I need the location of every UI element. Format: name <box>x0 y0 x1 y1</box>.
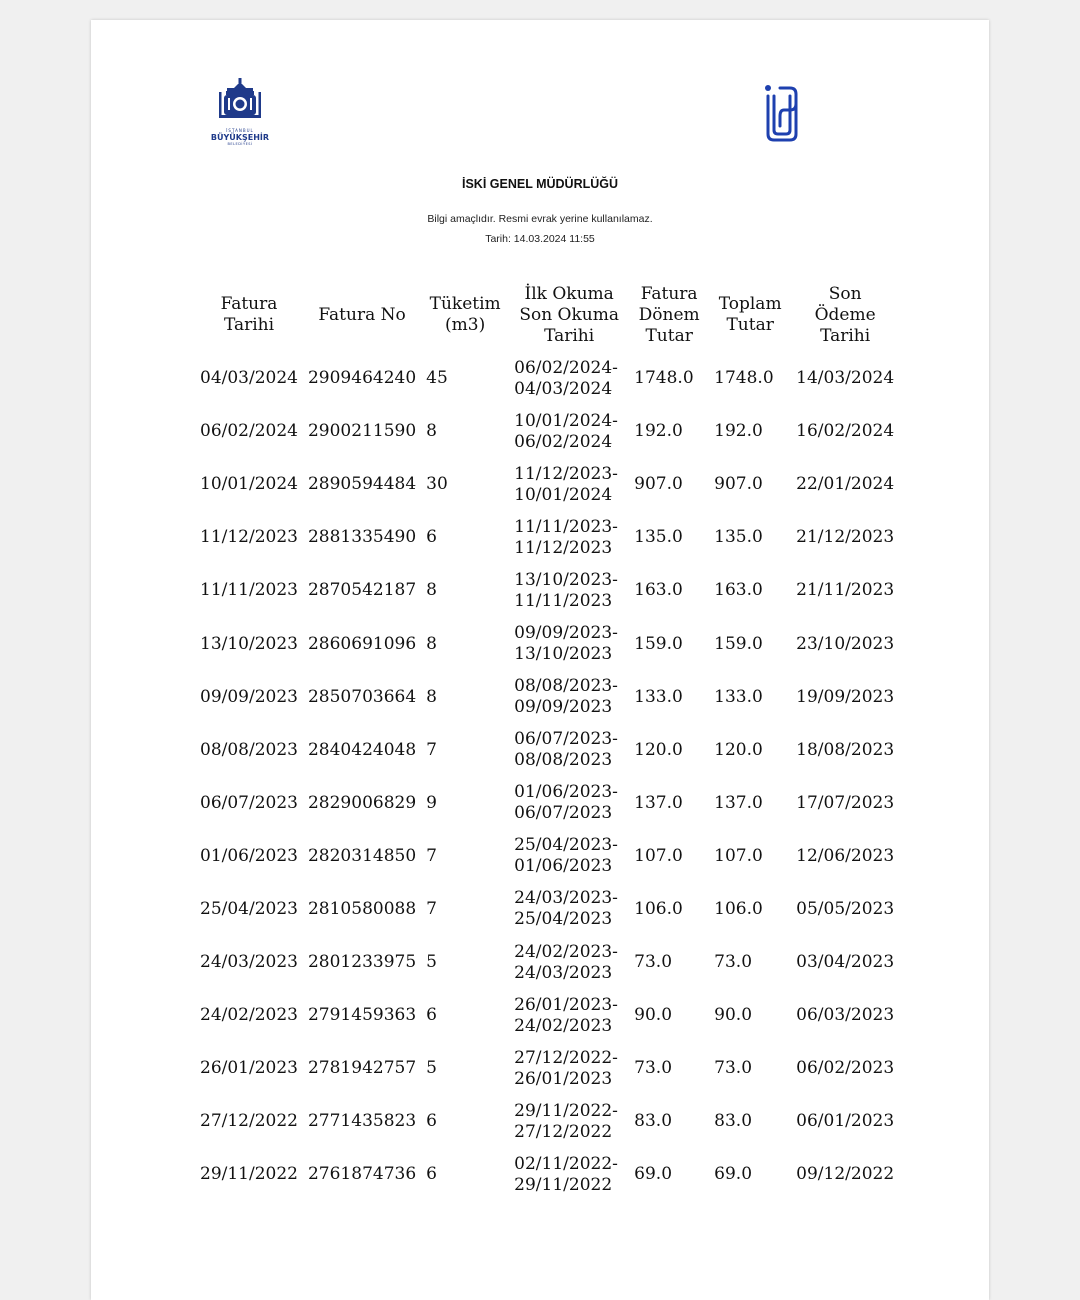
cell-period-amount-text: 90.0 <box>634 1005 673 1026</box>
table-row <box>195 989 899 1042</box>
cell-bill-date <box>195 617 303 670</box>
reading-start-date: 01/06/2023- <box>514 782 618 803</box>
cell-bill-date <box>195 671 303 724</box>
cell-due-date <box>791 989 899 1042</box>
table-row <box>195 617 899 670</box>
column-header-period-amount: Fatura Dönem Tutar <box>638 283 700 346</box>
table-row <box>195 830 899 883</box>
cell-total-amount-text: 83.0 <box>714 1111 753 1132</box>
cell-consumption <box>421 830 509 883</box>
cell-period-amount-text: 159.0 <box>634 633 683 654</box>
cell-total-amount <box>709 405 791 458</box>
cell-total-amount <box>709 352 791 405</box>
cell-consumption-text: 7 <box>426 845 437 866</box>
cell-bill-no-text: 2829006829 <box>307 792 417 813</box>
cell-due-date-text: 16/02/2024 <box>796 421 895 442</box>
cell-consumption-text: 8 <box>426 580 437 601</box>
cell-due-date <box>791 1148 899 1201</box>
cell-total-amount <box>709 511 791 564</box>
cell-period-amount-text: 73.0 <box>634 952 673 973</box>
reading-end-date: 01/06/2023 <box>514 856 613 877</box>
cell-period-amount-text: 69.0 <box>634 1164 673 1185</box>
cell-consumption <box>421 671 509 724</box>
cell-due-date <box>791 1095 899 1148</box>
table-row <box>195 671 899 724</box>
cell-due-date-text: 12/06/2023 <box>796 845 895 866</box>
cell-consumption-text: 30 <box>426 474 448 495</box>
cell-period-amount <box>629 777 709 830</box>
cell-period-amount <box>629 989 709 1042</box>
cell-bill-no <box>303 1095 421 1148</box>
cell-bill-no <box>303 405 421 458</box>
cell-due-date-text: 05/05/2023 <box>796 898 895 919</box>
reading-start-date: 13/10/2023- <box>514 569 618 590</box>
cell-due-date-text: 14/03/2024 <box>796 368 895 389</box>
cell-total-amount <box>709 989 791 1042</box>
iski-logo-icon <box>760 82 802 144</box>
cell-total-amount-text: 107.0 <box>714 845 763 866</box>
cell-consumption-text: 5 <box>426 952 437 973</box>
cell-consumption <box>421 458 509 511</box>
cell-bill-no <box>303 1042 421 1095</box>
cell-period-amount-text: 163.0 <box>634 580 683 601</box>
cell-consumption <box>421 405 509 458</box>
cell-total-amount-text: 159.0 <box>714 633 763 654</box>
cell-total-amount-text: 73.0 <box>714 952 753 973</box>
cell-consumption <box>421 1095 509 1148</box>
cell-reading-dates <box>509 1042 629 1095</box>
cell-bill-no-text: 2870542187 <box>307 580 417 601</box>
column-header-bill-no: Fatura No <box>318 304 406 325</box>
cell-due-date <box>791 671 899 724</box>
cell-bill-no-text: 2909464240 <box>307 368 417 389</box>
reading-start-date: 08/08/2023- <box>514 676 618 697</box>
cell-due-date <box>791 936 899 989</box>
cell-due-date-text: 06/03/2023 <box>796 1005 895 1026</box>
cell-bill-no <box>303 1148 421 1201</box>
reading-end-date: 11/11/2023 <box>514 590 613 611</box>
cell-period-amount-text: 192.0 <box>634 421 683 442</box>
cell-due-date <box>791 511 899 564</box>
cell-consumption-text: 5 <box>426 1058 437 1079</box>
cell-reading-dates <box>509 511 629 564</box>
cell-reading-dates <box>509 883 629 936</box>
cell-period-amount-text: 1748.0 <box>634 368 694 389</box>
cell-bill-no <box>303 883 421 936</box>
cell-consumption-text: 6 <box>426 1164 437 1185</box>
cell-total-amount-text: 1748.0 <box>714 368 774 389</box>
cell-bill-no-text: 2810580088 <box>307 898 417 919</box>
cell-period-amount <box>629 724 709 777</box>
cell-bill-no-text: 2850703664 <box>307 686 417 707</box>
cell-bill-date <box>195 1148 303 1201</box>
cell-bill-date-text: 24/02/2023 <box>200 1005 298 1026</box>
cell-consumption <box>421 936 509 989</box>
cell-period-amount <box>629 830 709 883</box>
cell-due-date-text: 18/08/2023 <box>796 739 895 760</box>
ibb-logo-text <box>207 129 273 147</box>
reading-start-date: 06/07/2023- <box>514 729 618 750</box>
ibb-logo-line3: BELEDİYESİ <box>227 142 253 146</box>
cell-bill-no <box>303 724 421 777</box>
cell-bill-no-text: 2860691096 <box>307 633 417 654</box>
cell-period-amount-text: 133.0 <box>634 686 683 707</box>
cell-bill-date-text: 10/01/2024 <box>200 474 298 495</box>
bills-table <box>195 278 899 1202</box>
cell-bill-date <box>195 1095 303 1148</box>
cell-total-amount-text: 192.0 <box>714 421 763 442</box>
org-title: İSKİ GENEL MÜDÜRLÜĞÜ <box>461 177 619 191</box>
reading-end-date: 11/12/2023 <box>514 537 613 558</box>
table-row <box>195 405 899 458</box>
cell-due-date <box>791 405 899 458</box>
table-row <box>195 724 899 777</box>
cell-reading-dates <box>509 1095 629 1148</box>
cell-reading-dates <box>509 671 629 724</box>
reading-start-date: 11/11/2023- <box>514 516 618 537</box>
cell-period-amount <box>629 936 709 989</box>
cell-bill-no-text: 2781942757 <box>307 1058 417 1079</box>
cell-bill-no <box>303 777 421 830</box>
document-date: Tarih: 14.03.2024 11:55 <box>485 233 595 245</box>
cell-total-amount <box>709 564 791 617</box>
cell-bill-no <box>303 458 421 511</box>
reading-start-date: 11/12/2023- <box>514 463 618 484</box>
cell-due-date-text: 06/01/2023 <box>796 1111 895 1132</box>
cell-due-date-text: 17/07/2023 <box>796 792 895 813</box>
cell-reading-dates <box>509 724 629 777</box>
cell-bill-date-text: 29/11/2022 <box>200 1164 298 1185</box>
column-header-reading-dates: İlk Okuma Son Okuma Tarihi <box>519 283 619 346</box>
cell-bill-no-text: 2881335490 <box>307 527 417 548</box>
cell-total-amount-text: 90.0 <box>714 1005 753 1026</box>
cell-total-amount <box>709 883 791 936</box>
cell-bill-date-text: 06/07/2023 <box>200 792 298 813</box>
cell-consumption-text: 8 <box>426 633 437 654</box>
cell-reading-dates <box>509 352 629 405</box>
cell-consumption-text: 6 <box>426 527 437 548</box>
cell-reading-dates <box>509 1148 629 1201</box>
cell-reading-dates <box>509 830 629 883</box>
cell-due-date-text: 23/10/2023 <box>796 633 895 654</box>
info-note: Bilgi amaçlıdır. Resmi evrak yerine kullanılamaz. <box>427 213 653 225</box>
cell-bill-no-text: 2761874736 <box>307 1164 417 1185</box>
cell-reading-dates <box>509 936 629 989</box>
table-row <box>195 1148 899 1201</box>
cell-bill-no <box>303 617 421 670</box>
column-header-total-amount: Toplam Tutar <box>718 294 782 335</box>
reading-end-date: 04/03/2024 <box>514 378 613 399</box>
cell-consumption-text: 8 <box>426 421 437 442</box>
ibb-logo-line1: İSTANBUL <box>226 128 254 133</box>
cell-due-date <box>791 352 899 405</box>
reading-end-date: 24/02/2023 <box>514 1015 613 1036</box>
reading-start-date: 24/03/2023- <box>514 888 618 909</box>
column-header-bill-date: Fatura Tarihi <box>220 294 278 335</box>
cell-total-amount <box>709 777 791 830</box>
cell-period-amount-text: 106.0 <box>634 898 683 919</box>
cell-bill-no-text: 2900211590 <box>307 421 417 442</box>
table-row <box>195 1095 899 1148</box>
cell-bill-date-text: 13/10/2023 <box>200 633 298 654</box>
cell-total-amount <box>709 617 791 670</box>
table-row <box>195 564 899 617</box>
cell-consumption <box>421 352 509 405</box>
reading-start-date: 25/04/2023- <box>514 835 618 856</box>
cell-due-date-text: 22/01/2024 <box>796 474 895 495</box>
cell-total-amount <box>709 458 791 511</box>
cell-reading-dates <box>509 405 629 458</box>
cell-bill-date <box>195 352 303 405</box>
cell-reading-dates <box>509 989 629 1042</box>
cell-total-amount <box>709 671 791 724</box>
cell-bill-no <box>303 352 421 405</box>
cell-bill-date-text: 06/02/2024 <box>200 421 298 442</box>
table-row <box>195 1042 899 1095</box>
cell-consumption-text: 8 <box>426 686 437 707</box>
cell-due-date <box>791 1042 899 1095</box>
cell-consumption <box>421 989 509 1042</box>
cell-consumption <box>421 724 509 777</box>
cell-consumption <box>421 1042 509 1095</box>
table-row <box>195 777 899 830</box>
cell-bill-no <box>303 830 421 883</box>
cell-bill-date <box>195 511 303 564</box>
cell-period-amount <box>629 617 709 670</box>
reading-end-date: 27/12/2022 <box>514 1121 613 1142</box>
cell-bill-no-text: 2771435823 <box>307 1111 417 1132</box>
cell-bill-date-text: 27/12/2022 <box>200 1111 298 1132</box>
cell-total-amount <box>709 1042 791 1095</box>
cell-period-amount <box>629 1042 709 1095</box>
table-row <box>195 511 899 564</box>
table-row <box>195 883 899 936</box>
cell-due-date-text: 21/11/2023 <box>796 580 895 601</box>
cell-due-date <box>791 724 899 777</box>
cell-period-amount <box>629 458 709 511</box>
reading-end-date: 25/04/2023 <box>514 909 613 930</box>
reading-end-date: 10/01/2024 <box>514 484 613 505</box>
cell-total-amount-text: 106.0 <box>714 898 763 919</box>
reading-start-date: 24/02/2023- <box>514 941 618 962</box>
ibb-emblem-icon <box>207 78 273 124</box>
cell-period-amount-text: 107.0 <box>634 845 683 866</box>
cell-total-amount <box>709 1095 791 1148</box>
cell-total-amount-text: 133.0 <box>714 686 763 707</box>
cell-consumption-text: 7 <box>426 739 437 760</box>
cell-total-amount-text: 907.0 <box>714 474 763 495</box>
cell-period-amount-text: 83.0 <box>634 1111 673 1132</box>
reading-end-date: 13/10/2023 <box>514 644 613 665</box>
reading-start-date: 02/11/2022- <box>514 1153 618 1174</box>
cell-bill-date-text: 26/01/2023 <box>200 1058 298 1079</box>
cell-due-date <box>791 830 899 883</box>
cell-bill-no-text: 2840424048 <box>307 739 417 760</box>
cell-period-amount <box>629 883 709 936</box>
cell-bill-no <box>303 989 421 1042</box>
cell-period-amount-text: 73.0 <box>634 1058 673 1079</box>
cell-due-date <box>791 564 899 617</box>
reading-end-date: 29/11/2022 <box>514 1174 613 1195</box>
cell-bill-date-text: 11/11/2023 <box>200 580 298 601</box>
cell-due-date <box>791 777 899 830</box>
cell-period-amount-text: 120.0 <box>634 739 683 760</box>
cell-bill-date-text: 09/09/2023 <box>200 686 298 707</box>
cell-consumption <box>421 564 509 617</box>
cell-bill-date-text: 08/08/2023 <box>200 739 298 760</box>
cell-consumption-text: 7 <box>426 898 437 919</box>
cell-bill-date <box>195 777 303 830</box>
cell-consumption <box>421 883 509 936</box>
cell-total-amount <box>709 724 791 777</box>
cell-bill-date <box>195 405 303 458</box>
cell-reading-dates <box>509 777 629 830</box>
cell-bill-date-text: 25/04/2023 <box>200 898 298 919</box>
cell-reading-dates <box>509 458 629 511</box>
cell-due-date <box>791 883 899 936</box>
cell-consumption-text: 45 <box>426 368 448 389</box>
cell-total-amount-text: 163.0 <box>714 580 763 601</box>
reading-start-date: 26/01/2023- <box>514 994 618 1015</box>
ibb-logo-line2: BÜYÜKŞEHİR <box>210 133 270 142</box>
reading-end-date: 06/07/2023 <box>514 803 613 824</box>
cell-reading-dates <box>509 617 629 670</box>
bills-table-body <box>195 352 899 1202</box>
column-header-due-date: Son Ödeme Tarihi <box>814 283 876 346</box>
cell-bill-date <box>195 724 303 777</box>
reading-end-date: 06/02/2024 <box>514 431 613 452</box>
column-header-consumption: Tüketim (m3) <box>429 294 501 335</box>
cell-bill-no-text: 2791459363 <box>307 1005 417 1026</box>
cell-period-amount-text: 137.0 <box>634 792 683 813</box>
reading-start-date: 09/09/2023- <box>514 623 618 644</box>
cell-due-date-text: 19/09/2023 <box>796 686 895 707</box>
cell-consumption <box>421 1148 509 1201</box>
cell-bill-date <box>195 458 303 511</box>
reading-end-date: 09/09/2023 <box>514 697 613 718</box>
cell-period-amount <box>629 1095 709 1148</box>
cell-total-amount <box>709 1148 791 1201</box>
cell-bill-no-text: 2801233975 <box>307 952 417 973</box>
cell-consumption <box>421 777 509 830</box>
cell-bill-no-text: 2890594484 <box>307 474 417 495</box>
document-page <box>91 20 989 1300</box>
cell-period-amount <box>629 405 709 458</box>
ibb-logo <box>207 78 273 150</box>
cell-bill-date-text: 24/03/2023 <box>200 952 298 973</box>
reading-start-date: 10/01/2024- <box>514 410 618 431</box>
cell-bill-date <box>195 883 303 936</box>
cell-due-date-text: 06/02/2023 <box>796 1058 895 1079</box>
reading-end-date: 24/03/2023 <box>514 962 613 983</box>
cell-bill-date-text: 11/12/2023 <box>200 527 298 548</box>
cell-total-amount-text: 137.0 <box>714 792 763 813</box>
reading-start-date: 06/02/2024- <box>514 357 618 378</box>
table-row <box>195 352 899 405</box>
cell-total-amount-text: 73.0 <box>714 1058 753 1079</box>
cell-bill-date <box>195 564 303 617</box>
cell-due-date-text: 09/12/2022 <box>796 1164 895 1185</box>
cell-due-date <box>791 617 899 670</box>
reading-end-date: 08/08/2023 <box>514 750 613 771</box>
iski-logo <box>760 82 802 144</box>
cell-consumption-text: 6 <box>426 1005 437 1026</box>
cell-due-date-text: 03/04/2023 <box>796 952 895 973</box>
cell-bill-date <box>195 989 303 1042</box>
cell-period-amount <box>629 1148 709 1201</box>
cell-consumption <box>421 617 509 670</box>
table-row <box>195 936 899 989</box>
cell-bill-no <box>303 671 421 724</box>
reading-start-date: 27/12/2022- <box>514 1047 618 1068</box>
cell-period-amount-text: 907.0 <box>634 474 683 495</box>
cell-due-date <box>791 458 899 511</box>
cell-bill-no-text: 2820314850 <box>307 845 417 866</box>
cell-period-amount <box>629 511 709 564</box>
cell-total-amount <box>709 936 791 989</box>
reading-end-date: 26/01/2023 <box>514 1068 613 1089</box>
cell-bill-date <box>195 936 303 989</box>
cell-total-amount-text: 120.0 <box>714 739 763 760</box>
table-row <box>195 458 899 511</box>
cell-bill-date-text: 04/03/2024 <box>200 368 298 389</box>
cell-bill-date <box>195 830 303 883</box>
cell-bill-date-text: 01/06/2023 <box>200 845 298 866</box>
cell-bill-no <box>303 936 421 989</box>
cell-consumption-text: 9 <box>426 792 437 813</box>
table-header-row <box>195 278 899 352</box>
cell-period-amount <box>629 352 709 405</box>
cell-total-amount-text: 135.0 <box>714 527 763 548</box>
reading-start-date: 29/11/2022- <box>514 1100 618 1121</box>
cell-total-amount-text: 69.0 <box>714 1164 753 1185</box>
cell-bill-date <box>195 1042 303 1095</box>
cell-bill-no <box>303 511 421 564</box>
cell-consumption-text: 6 <box>426 1111 437 1132</box>
cell-consumption <box>421 511 509 564</box>
cell-total-amount <box>709 830 791 883</box>
cell-period-amount-text: 135.0 <box>634 527 683 548</box>
cell-period-amount <box>629 564 709 617</box>
cell-due-date-text: 21/12/2023 <box>796 527 895 548</box>
cell-period-amount <box>629 671 709 724</box>
cell-reading-dates <box>509 564 629 617</box>
cell-bill-no <box>303 564 421 617</box>
